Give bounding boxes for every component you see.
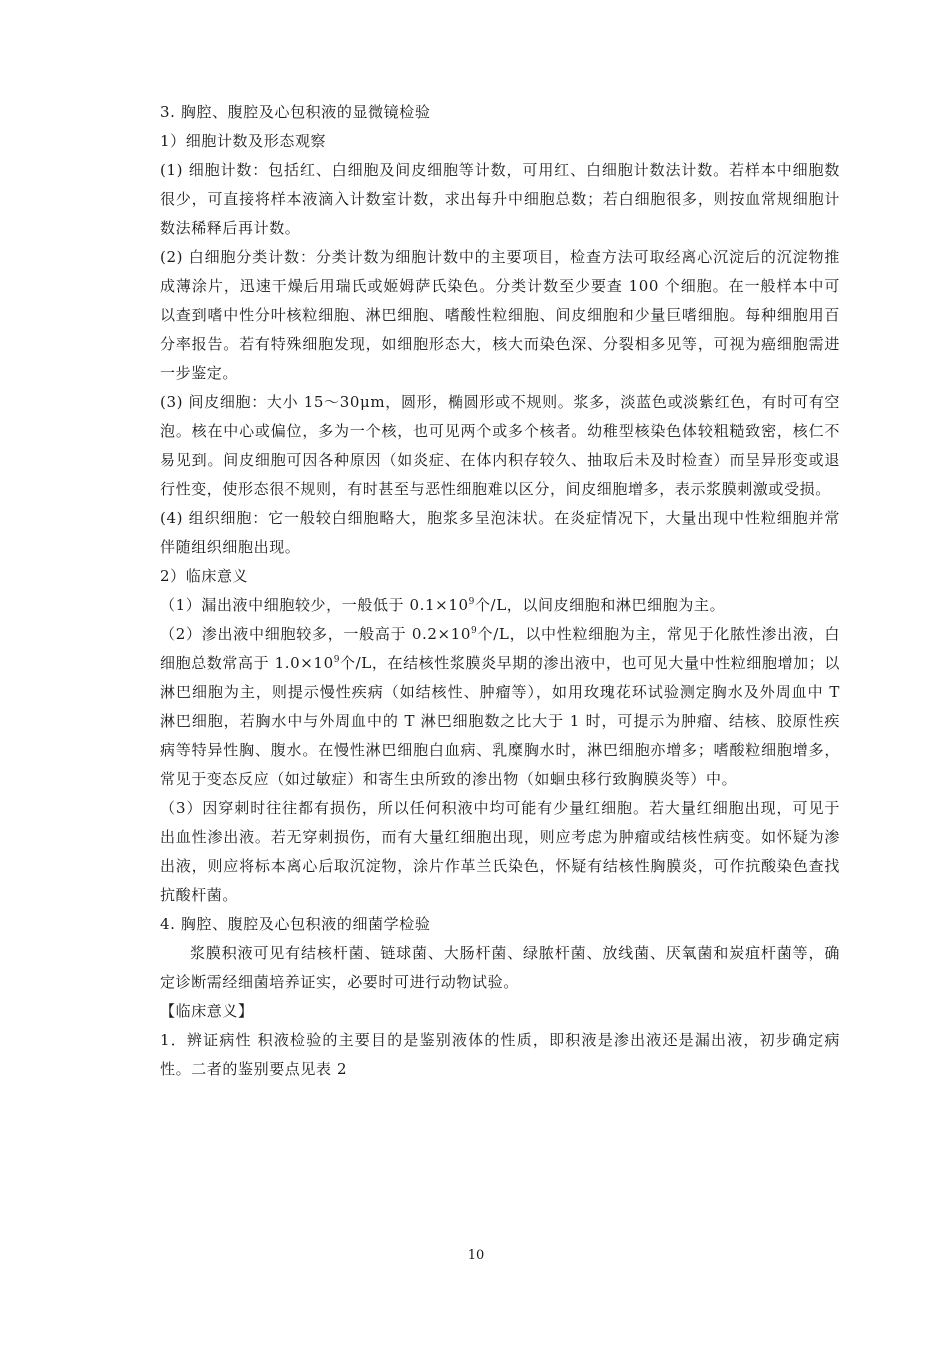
text-run: 个/L，以中性粒细胞为主，常见于化脓性渗出液，白细胞总数常高于 1.0×10	[160, 625, 840, 672]
section-3-2-heading: 2）临床意义	[160, 567, 249, 585]
section-3-heading: 3. 胸腔、腹腔及心包积液的显微镜检验	[160, 103, 431, 121]
document-body	[160, 98, 840, 1084]
superscript: 9	[333, 655, 341, 665]
paragraph-exudate	[160, 620, 840, 794]
superscript: 9	[471, 626, 478, 636]
section-3-1-heading: 1）细胞计数及形态观察	[160, 132, 327, 150]
paragraph-cell-count: (1) 细胞计数：包括红、白细胞及间皮细胞等计数，可用红、白细胞计数法计数。若样本中细胞数很少，可直接将样本液滴入计数室计数，求出每升中细胞总数；若白细胞很多，则按血常规细胞计数法稀释后再计数。	[160, 161, 840, 237]
paragraph-rbc: （3）因穿刺时往往都有损伤，所以任何积液中均可能有少量红细胞。若大量红细胞出现，可见于出血性渗出液。若无穿刺损伤，而有大量红细胞出现，则应考虑为肿瘤或结核性病变。如怀疑为渗出液，则应将标本离心后取沉淀物，涂片作革兰氏染色，怀疑有结核性胸膜炎，可作抗酸染色查找抗酸杆菌。	[160, 799, 840, 904]
paragraph-transudate	[160, 591, 840, 620]
section-4-heading: 4. 胸腔、腹腔及心包积液的细菌学检验	[160, 915, 431, 933]
paragraph-mesothelial-cells: (3) 间皮细胞：大小 15～30μm，圆形，椭圆形或不规则。浆多，淡蓝色或淡紫红色，有时可有空泡。核在中心或偏位，多为一个核，也可见两个或多个核者。幼稚型核染色体较粗糙致密，核仁不易见到。间皮细胞可因各种原因（如炎症、在体内积存较久、抽取后未及时检查）而呈异形变或退行性变，使形态很不规则，有时甚至与恶性细胞难以区分，间皮细胞增多，表示浆膜刺激或受损。	[160, 393, 840, 498]
paragraph-wbc-differential: (2) 白细胞分类计数：分类计数为细胞计数中的主要项目，检查方法可取经离心沉淀后的沉淀物推成薄涂片，迅速干燥后用瑞氏或姬姆萨氏染色。分类计数至少要查 100 个细胞。在一般样本中可以查到嗜中性分叶核粒细胞、淋巴细胞、嗜酸性粒细胞、间皮细胞和少量巨嗜细胞。每种细胞用百分率报告。若有特殊细胞发现，如细胞形态大，核大而染色深、分裂相多见等，可视为癌细胞需进一步鉴定。	[160, 248, 840, 382]
text-run: 个/L，在结核性浆膜炎早期的渗出液中，也可见大量中性粒细胞增加；以淋巴细胞为主，则提示慢性疾病（如结核性、肿瘤等），如用玫瑰花环试验测定胸水及外周血中 T 淋巴细胞，若胸水中与外周血中的 T 淋巴细胞数之比大于 1 时，可提示为肿瘤、结核、胶原性疾病等特异性胸、腹水。在慢性淋巴细胞白血病、乳糜胸水时，淋巴细胞亦增多；嗜酸粒细胞增多，常见于变态反应（如过敏症）和寄生虫所致的渗出物（如蛔虫移行致胸膜炎等）中。	[160, 654, 840, 788]
paragraph-histiocytes: (4) 组织细胞：它一般较白细胞略大，胞浆多呈泡沫状。在炎症情况下，大量出现中性粒细胞并常伴随组织细胞出现。	[160, 509, 840, 556]
text-run: （1）漏出液中细胞较少，一般低于 0.1×10	[160, 596, 469, 614]
paragraph-bacteriology: 浆膜积液可见有结核杆菌、链球菌、大肠杆菌、绿脓杆菌、放线菌、厌氧菌和炭疽杆菌等，确定诊断需经细菌培养证实，必要时可进行动物试验。	[160, 944, 840, 991]
page-number: 10	[467, 1248, 485, 1263]
paragraph-clinical-1: 1．辨证病性 积液检验的主要目的是鉴别液体的性质，即积液是渗出液还是漏出液，初步确定病性。二者的鉴别要点见表 2	[160, 1031, 840, 1078]
text-run: （2）渗出液中细胞较多，一般高于 0.2×10	[160, 625, 472, 643]
text-run: 个/L，以间皮细胞和淋巴细胞为主。	[474, 596, 726, 614]
superscript: 9	[468, 597, 475, 607]
clinical-significance-heading: 【临床意义】	[160, 1002, 254, 1020]
